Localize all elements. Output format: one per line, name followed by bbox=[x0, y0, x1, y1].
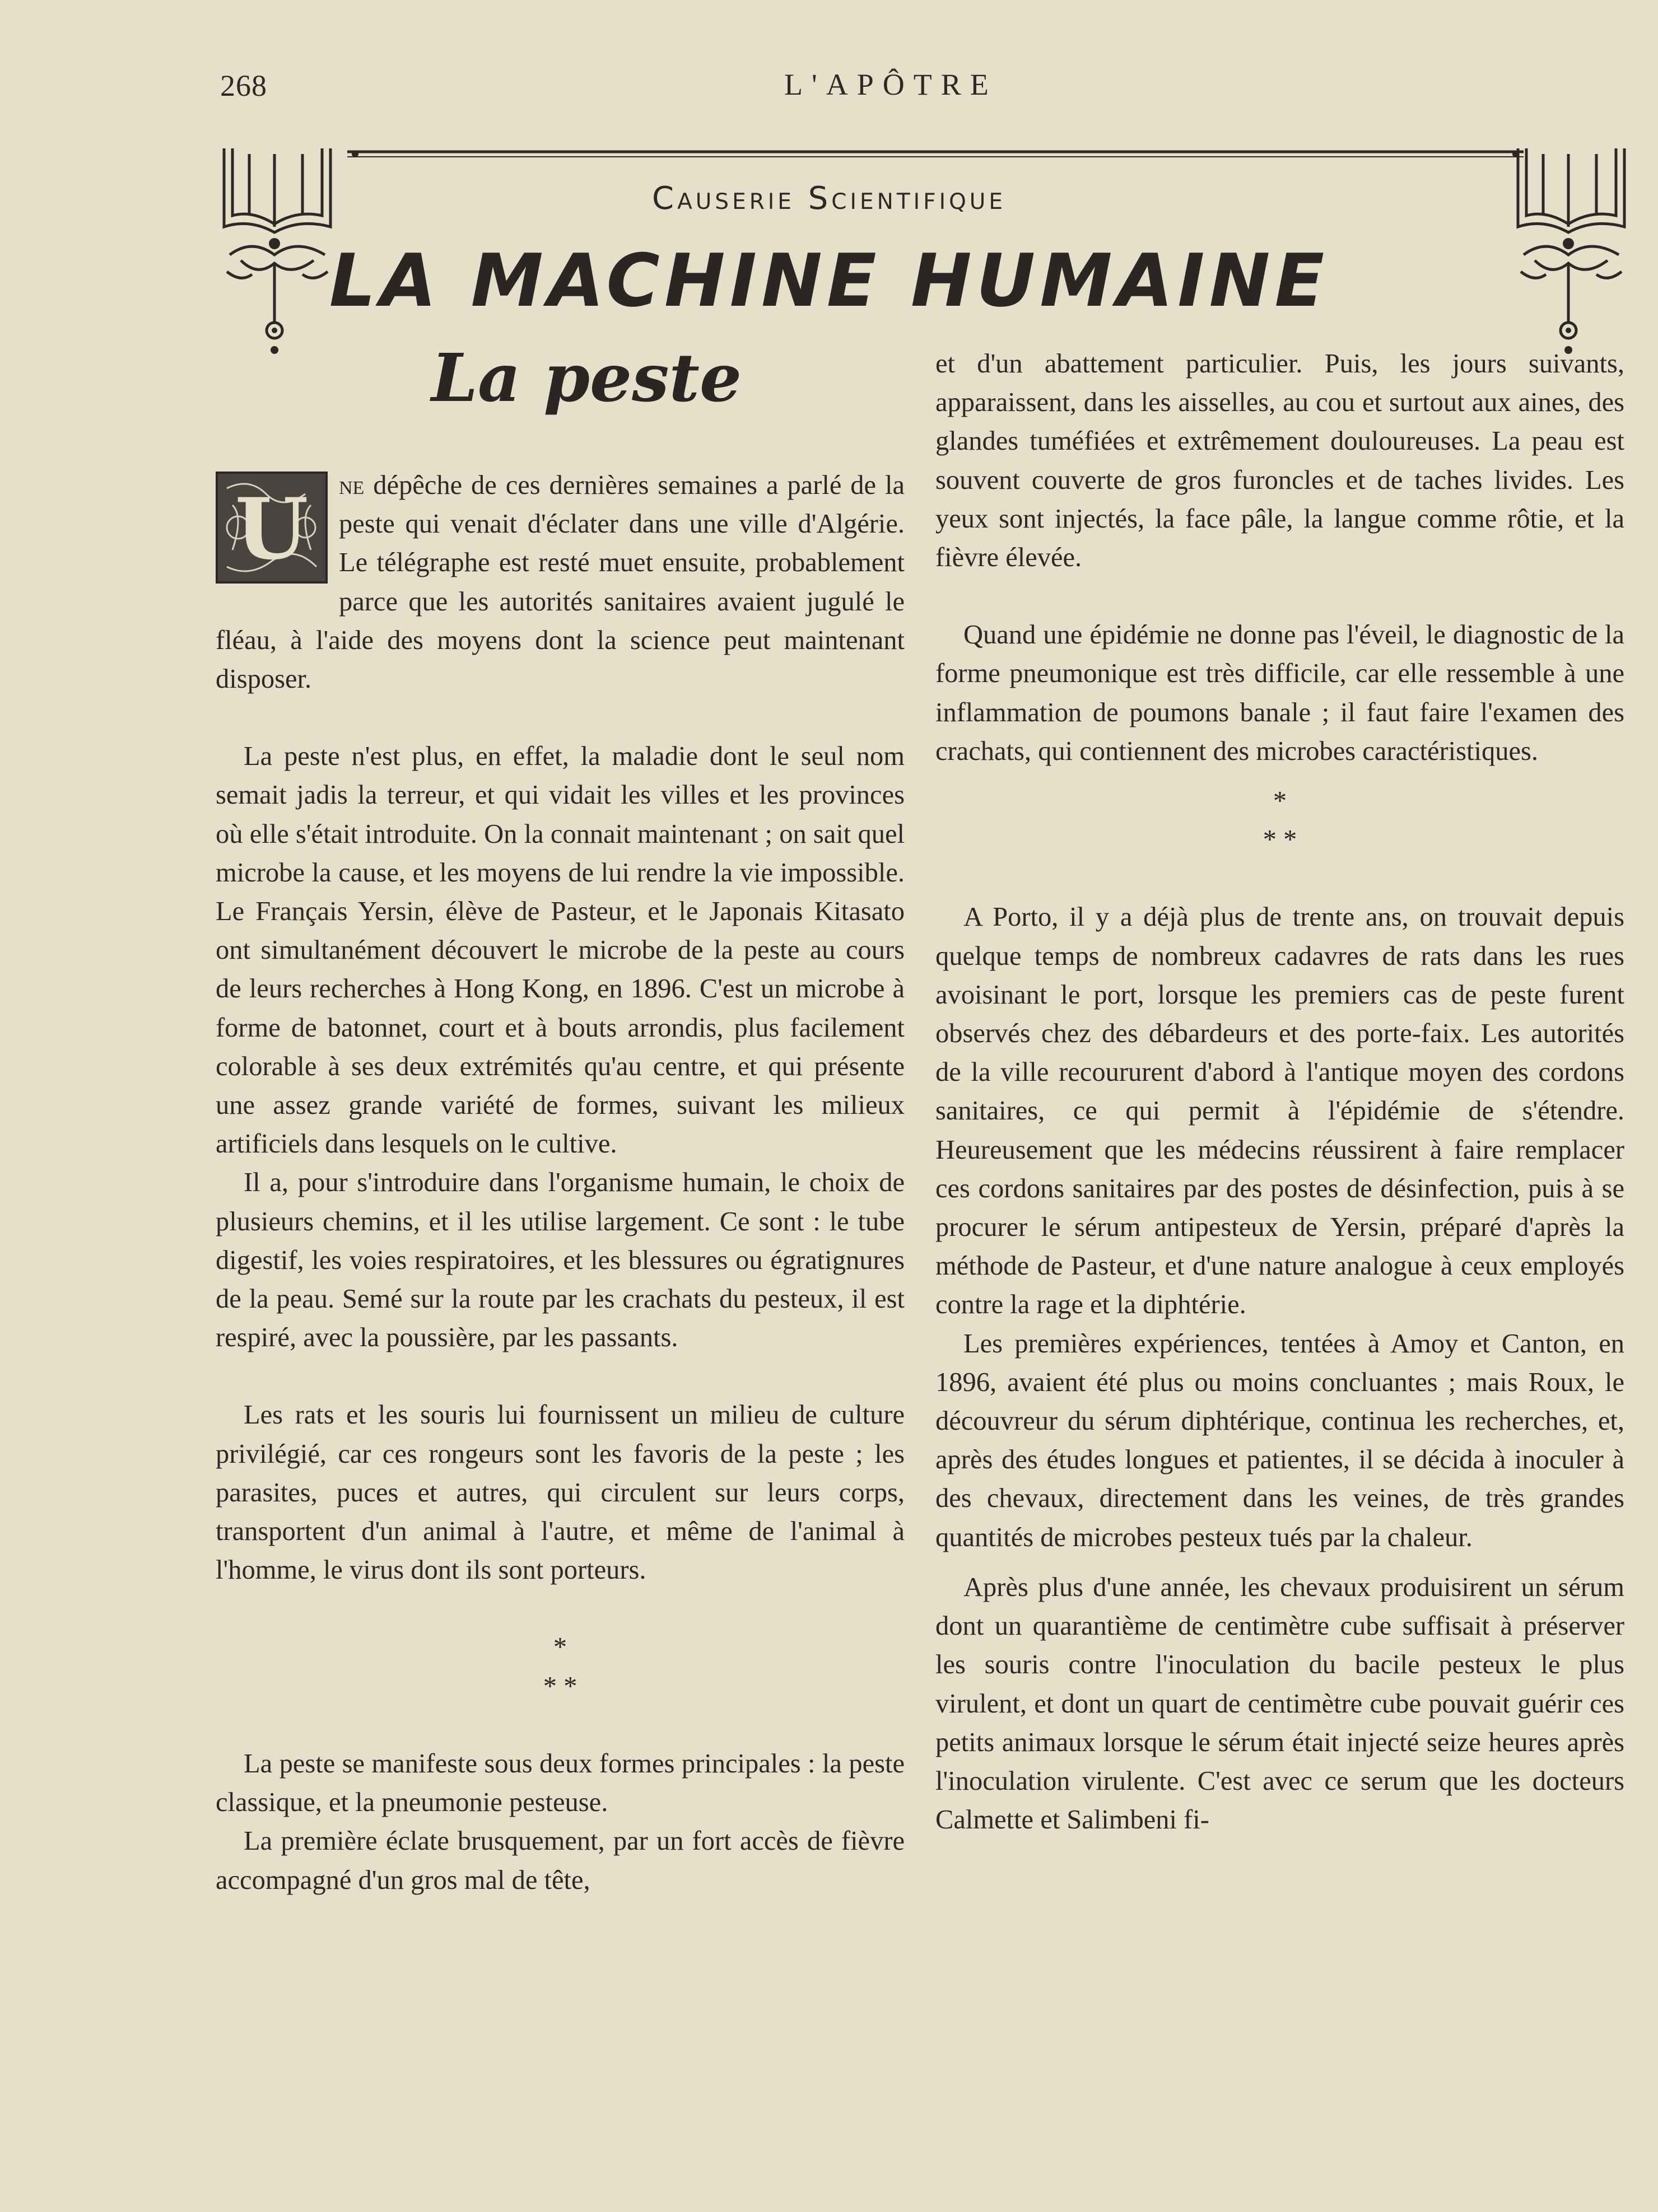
running-head: L'APÔTRE bbox=[784, 68, 998, 101]
section-separator: * bbox=[553, 1632, 567, 1663]
drop-cap-letter: U bbox=[235, 480, 309, 578]
header-rule bbox=[347, 147, 1524, 161]
paragraph-text: dépêche de ces dernières semaines a parlé de la peste qui venait d'éclater dans une ville d'Algérie. Le télégraphe est resté muet ensuite, probablement parce que les autorités sanitaires avaient jugulé le fléau, à l'aide des moyens dont la science peut maintenant disposer. bbox=[216, 470, 905, 694]
paragraph: La peste se manifeste sous deux formes principales : la peste classique, et la pneumonie pesteuse. bbox=[216, 1748, 905, 1818]
page-number: 268 bbox=[220, 69, 267, 102]
left-column bbox=[216, 466, 905, 1900]
paragraph: Après plus d'une année, les chevaux produisirent un sérum dont un quarantième de centimètre cube suffisait à préserver les souris contre l'inoculation du bacile pesteux le plus virulent, et dont un quart de centimètre cube pouvait guérir ces petits animaux lorsque le sérum était injecté seize heures après l'inoculation virulente. C'est avec ce serum que les docteurs Calmette et Salimbeni fi- bbox=[935, 1572, 1624, 1835]
paragraph: Les premières expériences, tentées à Amoy et Canton, en 1896, avaient été plus ou moins concluantes ; mais Roux, le découvreur du sérum diphtérique, continua les recherches, et, après des études longues et patientes, il se décida à inoculer à des chevaux, directement dans les veines, de très grandes quantités de microbes pesteux tués par la chaleur. bbox=[935, 1328, 1624, 1552]
section-separator: * * bbox=[543, 1671, 577, 1701]
paragraph: et d'un abattement particulier. Puis, les jours suivants, apparaissent, dans les aisselles, au cou et surtout aux aines, des glandes tuméfiées et extrêmement douloureuses. La peau est souvent couverte de gros furoncles et de taches livides. Les yeux sont injectés, la face pâle, la langue comme rôtie, et la fièvre élevée. bbox=[935, 349, 1624, 573]
drop-cap-rest: ne bbox=[339, 470, 365, 500]
paragraph: La première éclate brusquement, par un fort accès de fièvre accompagné d'un gros mal de tête, bbox=[216, 1826, 905, 1895]
article-subtitle: La peste bbox=[431, 339, 742, 417]
section-separator: * * bbox=[1263, 825, 1297, 855]
section-separator: * bbox=[1273, 786, 1287, 816]
paragraph: Quand une épidémie ne donne pas l'éveil, le diagnostic de la forme pneumonique est très difficile, car elle ressemble à une inflammation de poumons banale ; il faut faire l'examen des crachats, qui contiennent des microbes caractéristiques. bbox=[935, 620, 1624, 766]
right-column bbox=[935, 344, 1624, 1839]
paragraph: La peste n'est plus, en effet, la maladie dont le seul nom semait jadis la terreur, et qui vidait les villes et les provinces où elle s'était introduite. On la connait maintenant ; on sait quel microbe la cause, et les moyens de lui rendre la vie impossible. Le Français Yersin, élève de Pasteur, et le Japonais Kitasato ont simultanément découvert le microbe de la peste au cours de leurs recherches à Hong Kong, en 1896. C'est un microbe à forme de batonnet, court et à bouts arrondis, plus facilement colorable à ses deux extrémités qu'au centre, et qui présente une assez grande variété de formes, suivant les milieux artificiels dans lesquels on le cultive. bbox=[216, 741, 905, 1159]
paragraph bbox=[216, 466, 905, 698]
drop-cap-icon bbox=[216, 472, 328, 584]
paragraph: Les rats et les souris lui fournissent un milieu de culture privilégié, car ces rongeurs sont les favoris de la peste ; les parasites, puces et autres, qui circulent sur leurs corps, transportent d'un animal à l'autre, et même de l'animal à l'homme, le virus dont ils sont porteurs. bbox=[216, 1400, 905, 1585]
main-title: LA MACHINE HUMAINE bbox=[329, 238, 1329, 323]
paragraph: A Porto, il y a déjà plus de trente ans, on trouvait depuis quelque temps de nombreux cadavres de rats dans les rues avoisinant le port, lorsque les premiers cas de peste furent observés chez des débardeurs et des porte-faix. Les autorités de la ville recoururent d'abord à l'antique moyen des cordons sanitaires, ce qui permit à l'épidémie de s'étendre. Heureusement que les médecins réussirent à faire remplacer ces cordons sanitaires par des postes de désinfection, puis à se procurer le sérum antipesteux de Yersin, préparé d'après la méthode de Pasteur, et d'une nature analogue à ceux employés contre la rage et la diphtérie. bbox=[935, 902, 1624, 1320]
paragraph: Il a, pour s'introduire dans l'organisme humain, le choix de plusieurs chemins, et il les utilise largement. Ce sont : le tube digestif, les voies respiratoires, et les blessures ou égratignures de la peau. Semé sur la route par les crachats du pesteux, il est respiré, avec la poussière, par les passants. bbox=[216, 1168, 905, 1353]
section-kicker: Causerie Scientifique bbox=[651, 180, 1006, 217]
